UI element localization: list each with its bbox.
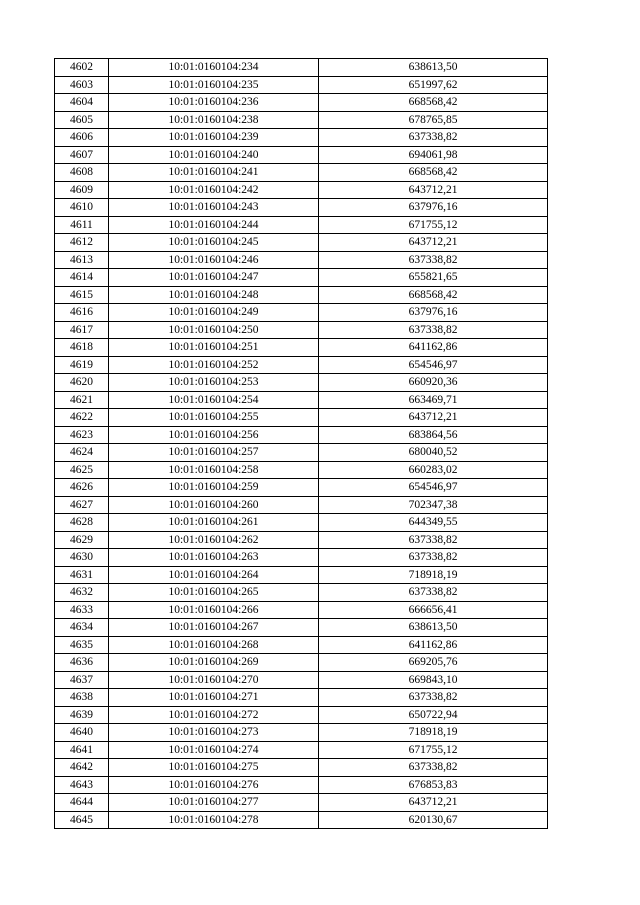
cadastral-number-cell: 10:01:0160104:276 (109, 776, 319, 794)
table-row (55, 619, 548, 637)
cadastral-number-cell: 10:01:0160104:252 (109, 356, 319, 374)
value-cell: 637338,82 (319, 689, 548, 707)
row-number-cell: 4624 (55, 444, 109, 462)
row-number-cell: 4645 (55, 811, 109, 829)
table-row (55, 654, 548, 672)
row-number-cell: 4633 (55, 601, 109, 619)
table-row (55, 759, 548, 777)
cadastral-number-cell: 10:01:0160104:247 (109, 269, 319, 287)
table-row (55, 794, 548, 812)
cadastral-number-cell: 10:01:0160104:235 (109, 76, 319, 94)
row-number-cell: 4640 (55, 724, 109, 742)
row-number-cell: 4629 (55, 531, 109, 549)
table-row (55, 409, 548, 427)
row-number-cell: 4635 (55, 636, 109, 654)
row-number-cell: 4644 (55, 794, 109, 812)
cadastral-number-cell: 10:01:0160104:277 (109, 794, 319, 812)
row-number-cell: 4602 (55, 59, 109, 77)
row-number-cell: 4617 (55, 321, 109, 339)
table-row (55, 391, 548, 409)
cadastral-number-cell: 10:01:0160104:250 (109, 321, 319, 339)
table-row (55, 601, 548, 619)
table-row (55, 146, 548, 164)
value-cell: 663469,71 (319, 391, 548, 409)
table-row (55, 531, 548, 549)
cadastral-number-cell: 10:01:0160104:272 (109, 706, 319, 724)
value-cell: 718918,19 (319, 566, 548, 584)
value-cell: 650722,94 (319, 706, 548, 724)
table-row (55, 549, 548, 567)
row-number-cell: 4615 (55, 286, 109, 304)
row-number-cell: 4632 (55, 584, 109, 602)
table-row (55, 584, 548, 602)
table-row (55, 741, 548, 759)
table-row (55, 776, 548, 794)
table-row (55, 461, 548, 479)
value-cell: 694061,98 (319, 146, 548, 164)
table-row (55, 636, 548, 654)
value-cell: 643712,21 (319, 234, 548, 252)
row-number-cell: 4621 (55, 391, 109, 409)
table-row (55, 444, 548, 462)
cadastral-number-cell: 10:01:0160104:270 (109, 671, 319, 689)
value-cell: 702347,38 (319, 496, 548, 514)
table-row (55, 689, 548, 707)
cadastral-number-cell: 10:01:0160104:258 (109, 461, 319, 479)
value-cell: 718918,19 (319, 724, 548, 742)
cadastral-number-cell: 10:01:0160104:242 (109, 181, 319, 199)
cadastral-number-cell: 10:01:0160104:255 (109, 409, 319, 427)
value-cell: 643712,21 (319, 181, 548, 199)
table-row (55, 59, 548, 77)
value-cell: 637338,82 (319, 759, 548, 777)
value-cell: 641162,86 (319, 339, 548, 357)
table-row (55, 111, 548, 129)
row-number-cell: 4609 (55, 181, 109, 199)
cadastral-number-cell: 10:01:0160104:236 (109, 94, 319, 112)
row-number-cell: 4643 (55, 776, 109, 794)
table-row (55, 164, 548, 182)
table-row (55, 706, 548, 724)
value-cell: 637338,82 (319, 251, 548, 269)
value-cell: 668568,42 (319, 286, 548, 304)
table-row (55, 356, 548, 374)
value-cell: 651997,62 (319, 76, 548, 94)
cadastral-number-cell: 10:01:0160104:253 (109, 374, 319, 392)
table-row (55, 496, 548, 514)
value-cell: 669205,76 (319, 654, 548, 672)
table-row (55, 216, 548, 234)
value-cell: 644349,55 (319, 514, 548, 532)
cadastral-number-cell: 10:01:0160104:271 (109, 689, 319, 707)
cadastral-number-cell: 10:01:0160104:248 (109, 286, 319, 304)
table-row (55, 374, 548, 392)
cadastral-number-cell: 10:01:0160104:257 (109, 444, 319, 462)
value-cell: 643712,21 (319, 409, 548, 427)
table-row (55, 269, 548, 287)
row-number-cell: 4628 (55, 514, 109, 532)
row-number-cell: 4623 (55, 426, 109, 444)
cadastral-number-cell: 10:01:0160104:241 (109, 164, 319, 182)
cadastral-number-cell: 10:01:0160104:274 (109, 741, 319, 759)
row-number-cell: 4642 (55, 759, 109, 777)
row-number-cell: 4611 (55, 216, 109, 234)
value-cell: 668568,42 (319, 164, 548, 182)
row-number-cell: 4607 (55, 146, 109, 164)
value-cell: 671755,12 (319, 741, 548, 759)
cadastral-number-cell: 10:01:0160104:275 (109, 759, 319, 777)
value-cell: 680040,52 (319, 444, 548, 462)
row-number-cell: 4620 (55, 374, 109, 392)
table-row (55, 129, 548, 147)
table-row (55, 671, 548, 689)
row-number-cell: 4605 (55, 111, 109, 129)
cadastral-number-cell: 10:01:0160104:239 (109, 129, 319, 147)
row-number-cell: 4627 (55, 496, 109, 514)
cadastral-number-cell: 10:01:0160104:256 (109, 426, 319, 444)
row-number-cell: 4604 (55, 94, 109, 112)
table-row (55, 339, 548, 357)
row-number-cell: 4614 (55, 269, 109, 287)
row-number-cell: 4618 (55, 339, 109, 357)
row-number-cell: 4616 (55, 304, 109, 322)
value-cell: 671755,12 (319, 216, 548, 234)
cadastral-number-cell: 10:01:0160104:245 (109, 234, 319, 252)
table-row (55, 811, 548, 829)
row-number-cell: 4626 (55, 479, 109, 497)
cadastral-number-cell: 10:01:0160104:266 (109, 601, 319, 619)
cadastral-number-cell: 10:01:0160104:259 (109, 479, 319, 497)
value-cell: 676853,83 (319, 776, 548, 794)
value-cell: 637338,82 (319, 531, 548, 549)
row-number-cell: 4631 (55, 566, 109, 584)
cadastral-value-table (54, 58, 548, 829)
table-row (55, 514, 548, 532)
value-cell: 654546,97 (319, 356, 548, 374)
table-row (55, 724, 548, 742)
value-cell: 637338,82 (319, 584, 548, 602)
table-row (55, 181, 548, 199)
table-body (55, 59, 548, 829)
row-number-cell: 4636 (55, 654, 109, 672)
value-cell: 637338,82 (319, 549, 548, 567)
table-row (55, 321, 548, 339)
cadastral-number-cell: 10:01:0160104:234 (109, 59, 319, 77)
value-cell: 666656,41 (319, 601, 548, 619)
value-cell: 683864,56 (319, 426, 548, 444)
row-number-cell: 4634 (55, 619, 109, 637)
row-number-cell: 4608 (55, 164, 109, 182)
table-row (55, 479, 548, 497)
value-cell: 654546,97 (319, 479, 548, 497)
row-number-cell: 4606 (55, 129, 109, 147)
value-cell: 638613,50 (319, 59, 548, 77)
row-number-cell: 4622 (55, 409, 109, 427)
row-number-cell: 4612 (55, 234, 109, 252)
table-row (55, 426, 548, 444)
value-cell: 668568,42 (319, 94, 548, 112)
value-cell: 637338,82 (319, 129, 548, 147)
row-number-cell: 4619 (55, 356, 109, 374)
value-cell: 669843,10 (319, 671, 548, 689)
value-cell: 638613,50 (319, 619, 548, 637)
cadastral-number-cell: 10:01:0160104:251 (109, 339, 319, 357)
cadastral-number-cell: 10:01:0160104:262 (109, 531, 319, 549)
cadastral-number-cell: 10:01:0160104:254 (109, 391, 319, 409)
row-number-cell: 4637 (55, 671, 109, 689)
value-cell: 643712,21 (319, 794, 548, 812)
value-cell: 678765,85 (319, 111, 548, 129)
cadastral-number-cell: 10:01:0160104:264 (109, 566, 319, 584)
cadastral-number-cell: 10:01:0160104:244 (109, 216, 319, 234)
table-row (55, 234, 548, 252)
table-row (55, 199, 548, 217)
value-cell: 660283,02 (319, 461, 548, 479)
cadastral-number-cell: 10:01:0160104:243 (109, 199, 319, 217)
row-number-cell: 4610 (55, 199, 109, 217)
cadastral-number-cell: 10:01:0160104:261 (109, 514, 319, 532)
table-row (55, 94, 548, 112)
value-cell: 637976,16 (319, 304, 548, 322)
row-number-cell: 4638 (55, 689, 109, 707)
row-number-cell: 4625 (55, 461, 109, 479)
table-row (55, 286, 548, 304)
cadastral-number-cell: 10:01:0160104:263 (109, 549, 319, 567)
value-cell: 655821,65 (319, 269, 548, 287)
cadastral-number-cell: 10:01:0160104:267 (109, 619, 319, 637)
table-row (55, 251, 548, 269)
cadastral-number-cell: 10:01:0160104:269 (109, 654, 319, 672)
table-row (55, 76, 548, 94)
row-number-cell: 4630 (55, 549, 109, 567)
row-number-cell: 4641 (55, 741, 109, 759)
row-number-cell: 4639 (55, 706, 109, 724)
cadastral-number-cell: 10:01:0160104:260 (109, 496, 319, 514)
cadastral-number-cell: 10:01:0160104:265 (109, 584, 319, 602)
cadastral-number-cell: 10:01:0160104:268 (109, 636, 319, 654)
table-row (55, 304, 548, 322)
row-number-cell: 4603 (55, 76, 109, 94)
cadastral-number-cell: 10:01:0160104:249 (109, 304, 319, 322)
value-cell: 637338,82 (319, 321, 548, 339)
cadastral-number-cell: 10:01:0160104:278 (109, 811, 319, 829)
cadastral-number-cell: 10:01:0160104:273 (109, 724, 319, 742)
table-row (55, 566, 548, 584)
cadastral-number-cell: 10:01:0160104:240 (109, 146, 319, 164)
cadastral-number-cell: 10:01:0160104:246 (109, 251, 319, 269)
value-cell: 637976,16 (319, 199, 548, 217)
row-number-cell: 4613 (55, 251, 109, 269)
value-cell: 641162,86 (319, 636, 548, 654)
value-cell: 620130,67 (319, 811, 548, 829)
value-cell: 660920,36 (319, 374, 548, 392)
cadastral-number-cell: 10:01:0160104:238 (109, 111, 319, 129)
